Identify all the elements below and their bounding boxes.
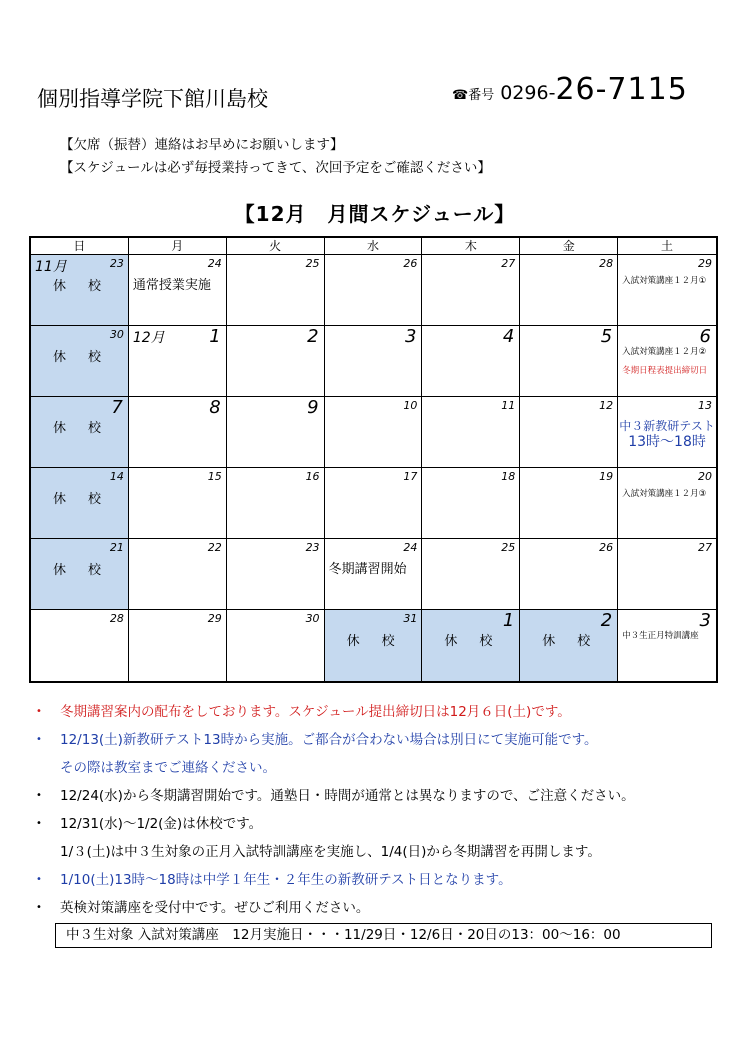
calendar-event: 入試対策講座１２月①: [622, 276, 707, 286]
calendar-day-cell: [227, 468, 325, 539]
bullet-mark: •: [36, 706, 42, 717]
notice-absence: 【欠席（振替）連絡はお早めにお願いします】: [60, 137, 344, 153]
calendar-day-cell: [31, 255, 129, 326]
day-number: 24: [207, 257, 222, 270]
calendar-day-cell: [129, 326, 227, 397]
day-number: 22: [207, 541, 222, 554]
announcement-item: [36, 814, 726, 842]
calendar-day-cell: [618, 326, 716, 397]
day-number: 29: [697, 257, 712, 270]
notice-schedule: 【スケジュールは必ず毎授業持ってきて、次回予定をご確認ください】: [60, 160, 491, 176]
calendar-day-cell: [422, 539, 520, 610]
calendar-day-cell: [31, 397, 129, 468]
announcement-text: 12/24(水)から冬期講習開始です。通塾日・時間が通常とは異なりますので、ご注意ください。: [60, 788, 635, 804]
calendar-day-cell: [325, 539, 423, 610]
day-number: 1: [502, 610, 515, 631]
calendar-day-cell: [618, 255, 716, 326]
calendar-event: 13時～18時: [628, 434, 706, 450]
calendar-day-cell: [129, 255, 227, 326]
day-number: 23: [109, 257, 124, 270]
day-number: 20: [697, 470, 712, 483]
closed-label: 休校: [53, 421, 124, 436]
bullet-mark: •: [36, 734, 42, 745]
calendar-day-cell: [31, 326, 129, 397]
calendar-day-cell: [227, 326, 325, 397]
calendar-event: 入試対策講座１２月③: [622, 489, 707, 499]
telephone-icon: ☎: [452, 88, 469, 103]
calendar-day-cell: [422, 468, 520, 539]
day-number: 9: [307, 397, 319, 418]
day-number: 8: [209, 397, 221, 418]
day-number: 31: [403, 612, 418, 625]
closed-label: 休校: [346, 634, 417, 649]
announcement-item: [36, 870, 726, 898]
calendar-day-cell: [520, 397, 618, 468]
closed-label: 休校: [53, 350, 124, 365]
course-info-box: 中３生対象 入試対策講座 12月実施日・・・11/29日・12/6日・20日の13：00～16：00: [55, 923, 712, 948]
day-number: 4: [502, 326, 515, 347]
calendar-event: 中３生正月特訓講座: [622, 631, 699, 641]
announcement-text: 12/13(土)新教研テスト13時から実施。ご都合が合わない場合は別日にて実施可能です。: [60, 732, 598, 748]
announcement-item: [36, 842, 726, 870]
calendar-title: 【12月 月間スケジュール】: [234, 202, 516, 226]
calendar-day-cell: [325, 468, 423, 539]
announcement-item: [36, 786, 726, 814]
weekday-header: 金: [520, 238, 618, 255]
calendar-day-cell: [31, 610, 129, 681]
calendar-day-cell: [520, 468, 618, 539]
calendar-day-cell: [325, 610, 423, 681]
day-number: 13: [697, 399, 712, 412]
day-number: 5: [600, 326, 613, 347]
announcement-text: その際は教室までご連絡ください。: [60, 760, 276, 776]
calendar-day-cell: [227, 255, 325, 326]
month-label: 11月: [35, 259, 67, 275]
calendar-day-cell: [520, 610, 618, 681]
calendar-day-cell: [618, 539, 716, 610]
announcement-list: [36, 702, 726, 926]
announcement-text: 1/３(土)は中３生対象の正月入試特訓講座を実施し、1/4(日)から冬期講習を再開します。: [60, 844, 601, 860]
weekday-header: 土: [618, 238, 716, 255]
day-number: 1: [209, 326, 221, 347]
announcement-text: 12/31(水)～1/2(金)は休校です。: [60, 816, 263, 832]
bullet-mark: •: [36, 874, 42, 885]
calendar-event: 通常授業実施: [132, 278, 211, 293]
phone-number: [452, 72, 688, 107]
weekday-header: 水: [325, 238, 423, 255]
phone-main-number: 26-7115: [555, 72, 688, 107]
calendar-day-cell: [325, 326, 423, 397]
weekday-header: 火: [227, 238, 325, 255]
day-number: 26: [403, 257, 418, 270]
bullet-mark: •: [36, 790, 42, 801]
day-number: 14: [109, 470, 124, 483]
calendar-grid: [31, 238, 716, 681]
day-number: 30: [109, 328, 124, 341]
day-number: 18: [501, 470, 516, 483]
weekday-header: 日: [31, 238, 129, 255]
day-number: 11: [501, 399, 516, 412]
calendar-day-cell: [129, 610, 227, 681]
day-number: 10: [403, 399, 418, 412]
bullet-mark: •: [36, 818, 42, 829]
calendar-day-cell: [520, 539, 618, 610]
announcement-item: [36, 898, 726, 926]
calendar-day-cell: [325, 255, 423, 326]
day-number: 27: [501, 257, 516, 270]
day-number: 25: [305, 257, 320, 270]
day-number: 2: [600, 610, 613, 631]
bullet-mark: •: [36, 902, 42, 913]
calendar-day-cell: [129, 468, 227, 539]
day-number: 3: [699, 610, 711, 631]
calendar-day-cell: [129, 539, 227, 610]
calendar-day-cell: [227, 397, 325, 468]
day-number: 26: [599, 541, 614, 554]
school-name: 個別指導学院下館川島校: [37, 87, 268, 111]
day-number: 28: [599, 257, 614, 270]
day-number: 7: [111, 397, 123, 418]
day-number: 29: [207, 612, 222, 625]
calendar-day-cell: [227, 610, 325, 681]
calendar-day-cell: [422, 610, 520, 681]
day-number: 24: [403, 541, 418, 554]
monthly-calendar: [29, 236, 718, 683]
weekday-header: 木: [422, 238, 520, 255]
phone-area-code: 0296-: [500, 82, 556, 104]
announcement-item: [36, 702, 726, 730]
announcement-text: 英検対策講座を受付中です。ぜひご利用ください。: [60, 900, 370, 916]
announcement-item: [36, 730, 726, 758]
day-number: 12: [599, 399, 614, 412]
calendar-event: 中３新教研テスト: [619, 419, 715, 433]
announcement-item: [36, 758, 726, 786]
calendar-day-cell: [422, 397, 520, 468]
calendar-day-cell: [31, 468, 129, 539]
day-number: 16: [305, 470, 320, 483]
day-number: 30: [305, 612, 320, 625]
calendar-day-cell: [520, 326, 618, 397]
calendar-day-cell: [227, 539, 325, 610]
day-number: 25: [501, 541, 516, 554]
day-number: 23: [305, 541, 320, 554]
calendar-event: 冬期講習開始: [328, 562, 407, 577]
calendar-day-cell: [422, 255, 520, 326]
closed-label: 休校: [444, 634, 515, 649]
calendar-day-cell: [618, 397, 716, 468]
closed-label: 休校: [53, 492, 124, 507]
closed-label: 休校: [53, 279, 124, 294]
announcement-text: 1/10(土)13時～18時は中学１年生・２年生の新教研テスト日となります。: [60, 872, 512, 888]
day-number: 3: [404, 326, 417, 347]
day-number: 28: [109, 612, 124, 625]
month-label: 12月: [132, 330, 165, 346]
day-number: 27: [697, 541, 712, 554]
day-number: 2: [307, 326, 319, 347]
day-number: 6: [699, 326, 711, 347]
day-number: 17: [403, 470, 418, 483]
calendar-day-cell: [422, 326, 520, 397]
calendar-day-cell: [618, 468, 716, 539]
calendar-event: 入試対策講座１２月②: [622, 347, 707, 357]
calendar-event: 冬期日程表提出締切日: [622, 366, 708, 376]
closed-label: 休校: [53, 563, 124, 578]
calendar-day-cell: [325, 397, 423, 468]
calendar-day-cell: [31, 539, 129, 610]
day-number: 21: [109, 541, 124, 554]
calendar-day-cell: [520, 255, 618, 326]
closed-label: 休校: [542, 634, 613, 649]
day-number: 19: [599, 470, 614, 483]
day-number: 15: [207, 470, 222, 483]
calendar-day-cell: [618, 610, 716, 681]
weekday-header: 月: [129, 238, 227, 255]
phone-label: 番号: [468, 88, 495, 103]
announcement-text: 冬期講習案内の配布をしております。スケジュール提出締切日は12月６日(土)です。: [60, 704, 571, 720]
calendar-day-cell: [129, 397, 227, 468]
